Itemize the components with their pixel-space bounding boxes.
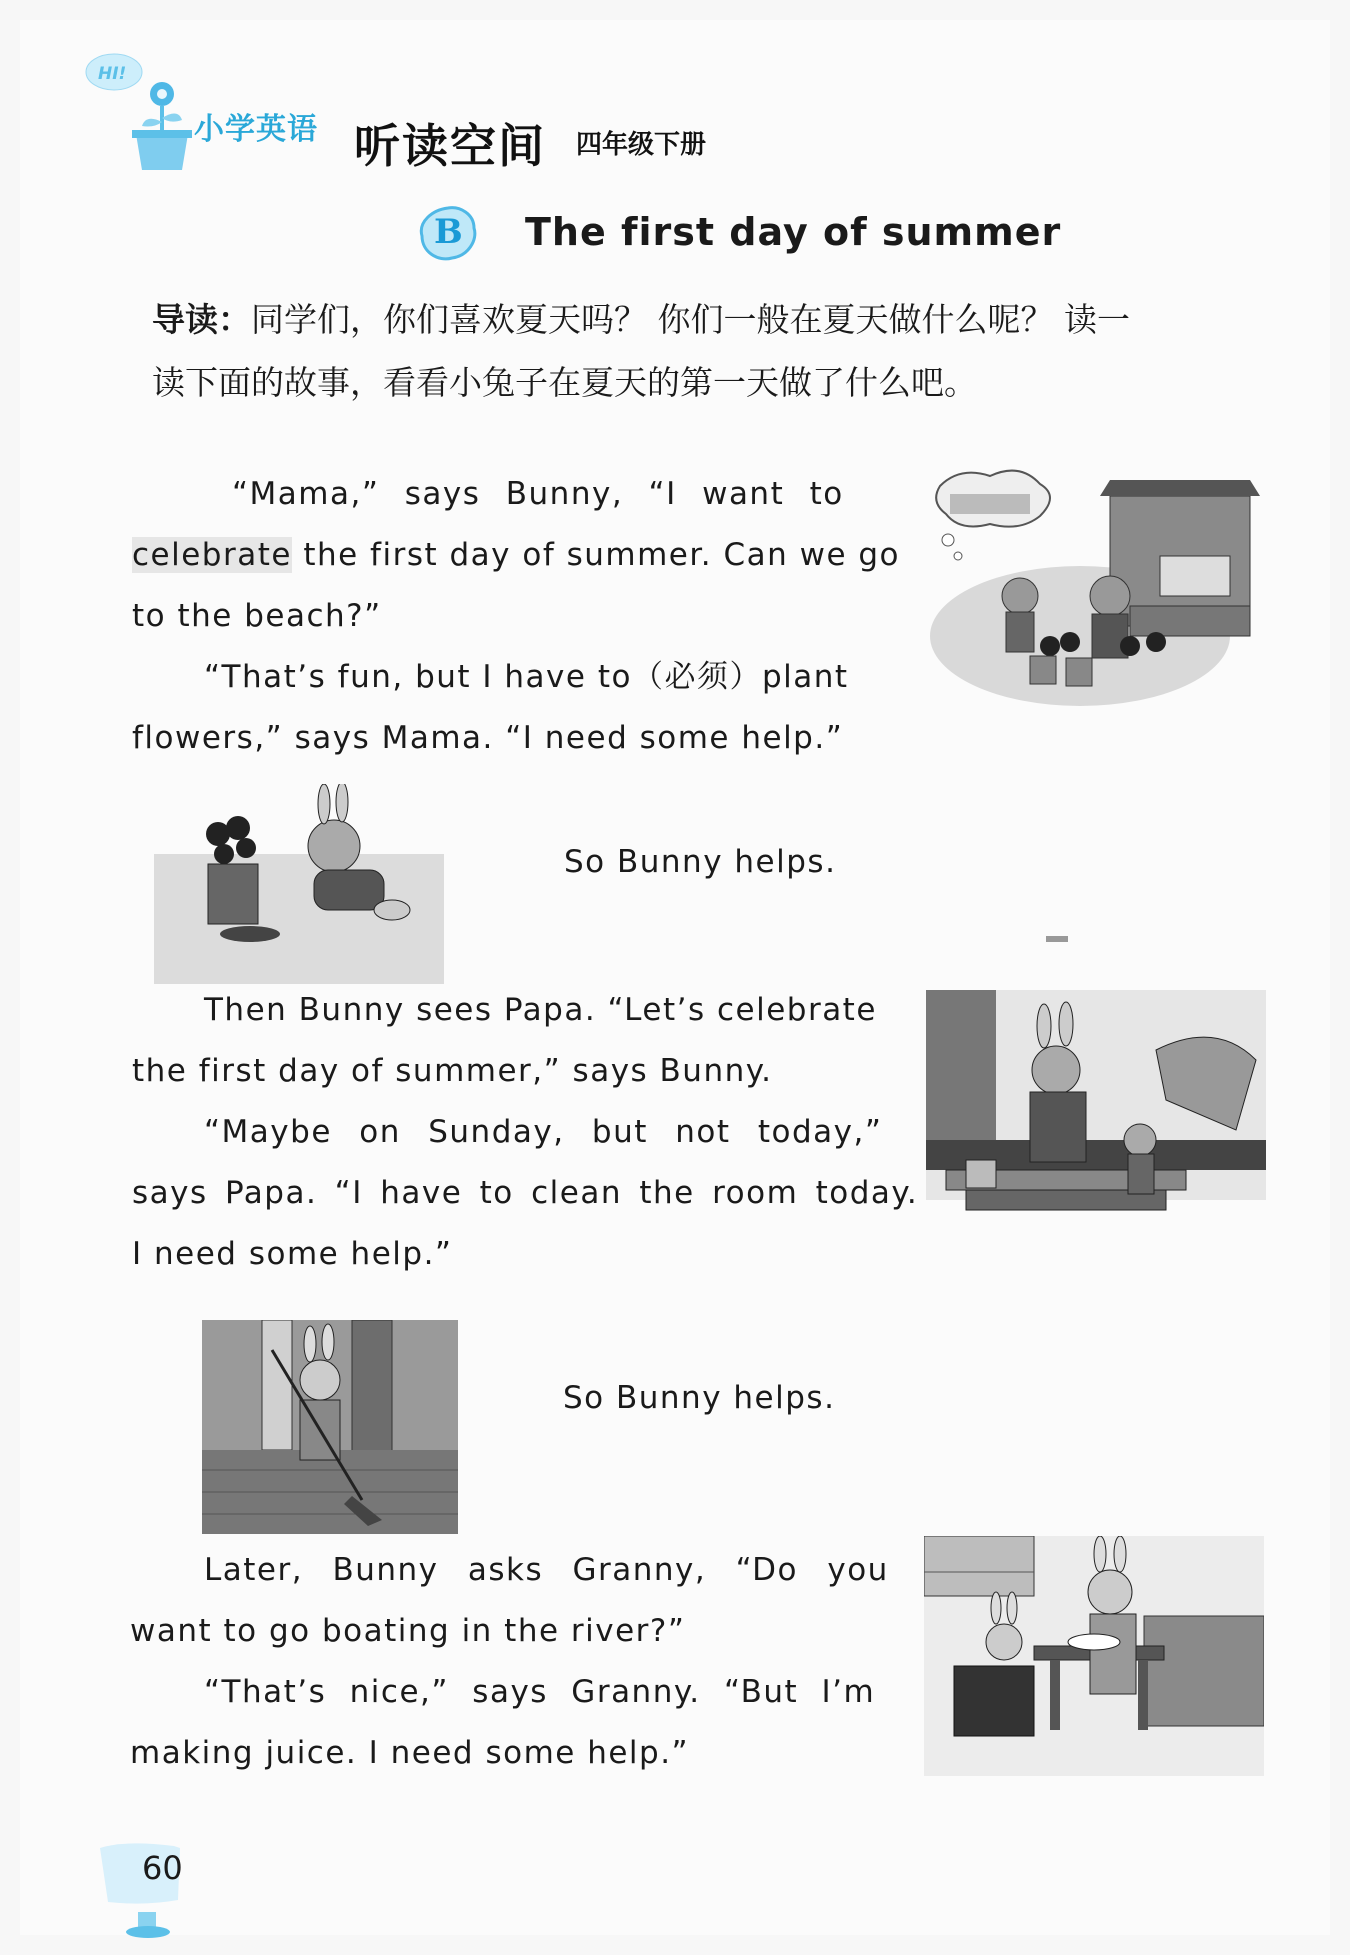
flower-pot-logo-icon — [84, 42, 194, 172]
papa-porch-illustration — [926, 990, 1266, 1240]
story-line: Then Bunny sees Papa. “Let’s celebrate — [204, 992, 877, 1028]
mama-planting-illustration — [930, 466, 1260, 706]
logo-hi-text: HI! — [98, 64, 127, 84]
story-paragraph-1 — [132, 464, 907, 647]
bunny-sweeping-illustration — [202, 1320, 458, 1534]
section-letter: B — [434, 212, 463, 252]
story-line: “Mama,” says Bunny, “I want to — [232, 476, 844, 512]
bunny-planting-illustration — [154, 784, 444, 984]
page — [20, 20, 1330, 1935]
page-number: 60 — [142, 1849, 183, 1887]
reading-guide-line2: 读下面的故事，看看小兔子在夏天的第一天做了什么吧。 — [152, 363, 977, 402]
section-title: The first day of summer — [525, 210, 1062, 254]
reading-guide — [152, 288, 1262, 414]
story-line: “Maybe on Sunday, but not today,” — [204, 1114, 883, 1150]
book-title: 听读空间 — [354, 119, 546, 173]
story-paragraph-4 — [132, 1102, 919, 1285]
grade-label: 四年级下册 — [576, 130, 707, 160]
story-line: flowers,” says Mama. “I need some help.” — [132, 720, 844, 756]
story-paragraph-6 — [130, 1662, 907, 1784]
caption-1: So Bunny helps. — [564, 844, 837, 880]
story-line: making juice. I need some help.” — [130, 1735, 690, 1771]
story-paragraph-2 — [132, 647, 907, 769]
story-line: the first day of summer. Can we go — [303, 537, 901, 573]
story-paragraph-5 — [130, 1540, 907, 1662]
granny-kitchen-illustration — [924, 1536, 1264, 1776]
reading-guide-line1: 同学们，你们喜欢夏天吗？ 你们一般在夏天做什么呢？ 读一 — [251, 300, 1130, 339]
highlighted-word: celebrate — [132, 537, 292, 573]
story-line: I need some help.” — [132, 1236, 453, 1272]
caption-2: So Bunny helps. — [563, 1380, 836, 1416]
series-name: 小学英语 — [194, 112, 318, 147]
story-line: “That’s nice,” says Granny. “But I’m — [204, 1674, 876, 1710]
story-line: the first day of summer,” says Bunny. — [132, 1053, 773, 1089]
story-line: to the beach?” — [132, 598, 382, 634]
story-line: Later, Bunny asks Granny, “Do you — [204, 1552, 889, 1588]
story-line: “That’s fun, but I have to（必须）plant — [204, 659, 849, 695]
scan-mark — [1046, 936, 1068, 942]
story-line: says Papa. “I have to clean the room today. — [132, 1175, 919, 1211]
story-paragraph-3 — [132, 980, 907, 1102]
story-line: want to go boating in the river?” — [130, 1613, 686, 1649]
reading-guide-label: 导读： — [152, 300, 251, 339]
